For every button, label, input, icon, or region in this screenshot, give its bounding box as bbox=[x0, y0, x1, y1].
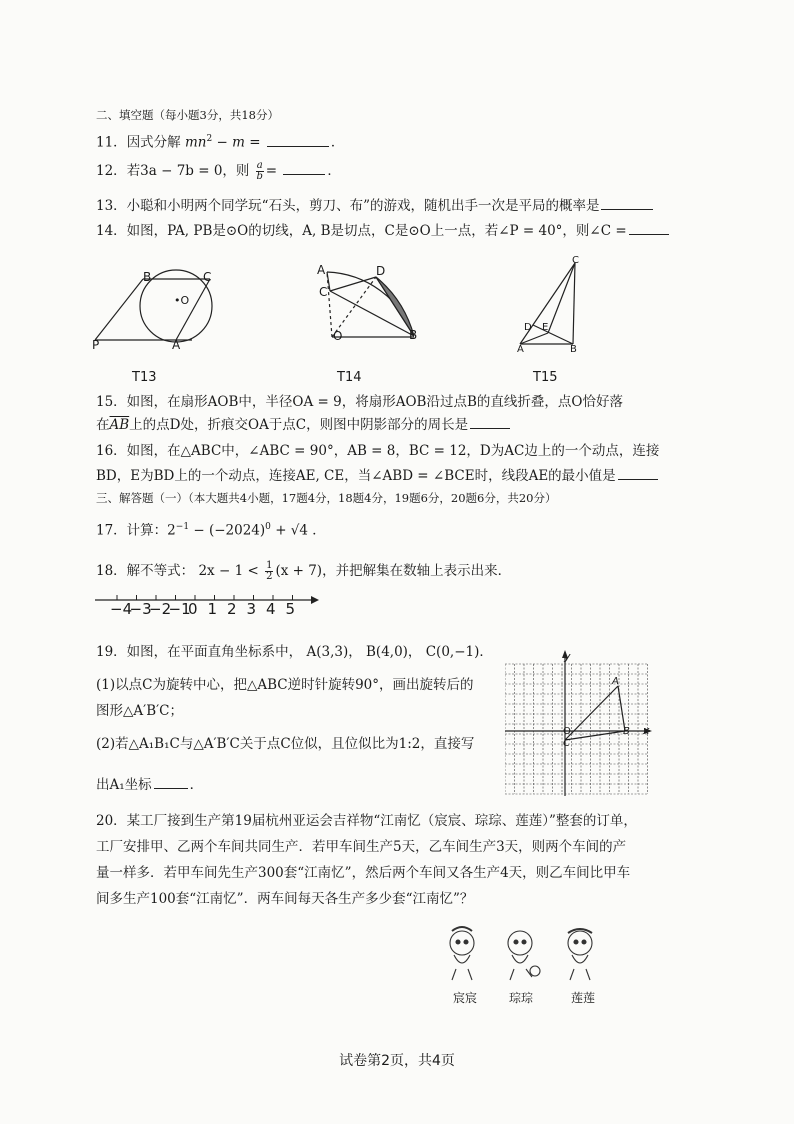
number-line-arrow bbox=[311, 596, 319, 604]
q19-label-b: B bbox=[623, 726, 630, 737]
q15-arc-ab: $\overline{AB}$ bbox=[109, 417, 130, 433]
number-line-label: 1 bbox=[207, 600, 218, 618]
q19-label-a: A bbox=[612, 676, 619, 687]
t14-label-d: D bbox=[376, 264, 386, 278]
section-3-title: 三、解答题（一）（本大题共4小题，17题4分，18题4分，19题6分，20题6分，共20分） bbox=[96, 491, 557, 505]
number-line-label: −2 bbox=[149, 600, 172, 618]
mascot-name-3: 莲莲 bbox=[571, 991, 596, 1005]
q12-text: 若3a − 7b = 0，则 bbox=[126, 163, 250, 179]
q17-text-a: 17．计算：2 bbox=[96, 522, 176, 539]
t13-label-a: A bbox=[172, 338, 181, 352]
number-line-label: 5 bbox=[285, 600, 296, 618]
number-line-label: 4 bbox=[266, 600, 276, 618]
question-18 bbox=[96, 558, 511, 584]
mascot-3-image bbox=[568, 929, 592, 980]
question-19-part-2a: (2)若△A₁B₁C与△A′B′C关于点C位似，且位似比为1:2，直接写 bbox=[96, 736, 475, 752]
figure-t14 bbox=[327, 272, 414, 337]
q15-text-a: 在 bbox=[96, 417, 110, 433]
t14-od-dashed bbox=[332, 277, 376, 337]
t13-caption: T13 bbox=[132, 370, 157, 385]
q19-label-o: O bbox=[563, 726, 571, 737]
t13-label-o: •O bbox=[174, 294, 190, 307]
number-line-label: −1 bbox=[168, 600, 191, 618]
q19-label-y: y bbox=[564, 650, 571, 663]
question-20-line-1: 20．某工厂接到生产第19届杭州亚运会吉祥物“江南忆（宸宸、琮琮、莲莲）”整套的订单， bbox=[96, 813, 637, 829]
t14-label-o: O bbox=[333, 329, 343, 343]
t14-label-b: B bbox=[409, 328, 418, 342]
mascot-1-image bbox=[450, 927, 474, 980]
t15-bc bbox=[573, 263, 575, 344]
q18-frac-num: 1 bbox=[266, 560, 273, 571]
mascot-2-image bbox=[508, 931, 540, 980]
t15-label-d: D bbox=[524, 322, 532, 333]
t14-caption: T14 bbox=[337, 370, 362, 385]
question-19-line-1: 19．如图，在平面直角坐标系中， A(3,3)， B(4,0)， C(0,−1)． bbox=[96, 644, 493, 660]
t13-label-c: C bbox=[203, 270, 212, 284]
t15-ce bbox=[548, 263, 575, 333]
q11-expr: mn bbox=[184, 134, 207, 151]
question-15-line-2 bbox=[96, 416, 512, 434]
q19-coordinate-grid bbox=[505, 650, 655, 796]
q13-text: 13．小聪和小明两个同学玩“石头，剪刀、布”的游戏，随机出手一次是平局的概率是 bbox=[96, 198, 600, 214]
q17-text-b: − (−2024) bbox=[189, 522, 266, 539]
t13-label-p: P bbox=[92, 338, 100, 352]
t15-label-b: B bbox=[570, 344, 577, 355]
t14-label-a: A bbox=[317, 263, 326, 277]
q11-expr-b: − m = bbox=[212, 134, 261, 151]
q12-frac-num: a bbox=[256, 160, 263, 171]
t14-oa-dashed bbox=[327, 272, 332, 337]
q17-sup-b: 0 bbox=[265, 522, 271, 532]
q12-eq: = bbox=[265, 163, 278, 179]
q12-end: ． bbox=[327, 163, 341, 179]
q19-answer-blank[interactable] bbox=[154, 776, 188, 789]
q17-sup-a: −1 bbox=[175, 522, 190, 532]
q19-part2b-text: 出A₁坐标 bbox=[96, 777, 152, 793]
t13-chord-ca bbox=[176, 279, 210, 340]
q18-fraction bbox=[265, 561, 273, 582]
number-line-label: −4 bbox=[110, 600, 133, 618]
q11-end: ． bbox=[330, 134, 345, 151]
t15-label-e: E bbox=[542, 322, 549, 333]
q11-sup: 2 bbox=[206, 134, 213, 144]
page-footer: 试卷第2页，共4页 bbox=[339, 1053, 455, 1069]
q18-text-a: 18．解不等式： 2x − 1 < bbox=[96, 563, 259, 579]
q17-text-c: + √4 ． bbox=[270, 522, 326, 539]
question-16-line-2 bbox=[96, 467, 660, 485]
question-19-part-1b: 图形△A′B′C； bbox=[96, 703, 184, 719]
question-20-line-4: 间多生产100套“江南忆”．两车间每天各生产多少套“江南忆”？ bbox=[96, 891, 474, 907]
q18-text-b: (x + 7)，并把解集在数轴上表示出来． bbox=[275, 563, 512, 579]
number-line-label: 0 bbox=[188, 600, 198, 618]
t15-caption: T15 bbox=[533, 370, 558, 385]
t13-label-b: B bbox=[143, 270, 152, 284]
q19-triangle-abc bbox=[565, 686, 625, 740]
q18-frac-den: 2 bbox=[266, 571, 273, 582]
figure-t13 bbox=[95, 270, 212, 342]
number-line-label: −3 bbox=[129, 600, 152, 618]
question-16-line-1: 16．如图，在△ABC中，∠ABC = 90°，AB = 8，BC = 12，D为AC边上的一个动点，连接 bbox=[96, 443, 660, 459]
mascot-illustrations bbox=[440, 925, 610, 985]
mascot-name-2: 琮琮 bbox=[509, 991, 534, 1005]
q12-number: 12． bbox=[96, 163, 127, 179]
q15-answer-blank[interactable] bbox=[470, 416, 510, 429]
q19-label-c: C bbox=[563, 738, 570, 749]
t13-tangent-pb bbox=[95, 279, 143, 340]
q19-label-x: x bbox=[643, 724, 650, 737]
q16-answer-blank[interactable] bbox=[618, 467, 658, 480]
question-19-part-1a: (1)以点C为旋转中心，把△ABC逆时针旋转90°，画出旋转后的 bbox=[96, 677, 474, 693]
mascot-name-1: 宸宸 bbox=[453, 991, 478, 1005]
t15-bd bbox=[533, 325, 573, 344]
number-line-label: 2 bbox=[227, 600, 237, 618]
section-2-title: 二、填空题（每小题3分，共18分） bbox=[96, 108, 279, 122]
q11-text: 因式分解 bbox=[126, 134, 181, 151]
q12-frac-den: b bbox=[256, 171, 263, 182]
question-15-line-1: 15．如图，在扇形AOB中，半径OA = 9，将扇形AOB沿过点B的直线折叠，点O恰好落 bbox=[96, 394, 623, 410]
q14-text: 14．如图，PA, PB是⊙O的切线，A, B是切点，C是⊙O上一点，若∠P = 40°，则∠C = bbox=[96, 223, 627, 239]
t14-label-c: C bbox=[319, 285, 328, 299]
t15-label-c: C bbox=[572, 255, 579, 266]
question-20-line-3: 量一样多．若甲车间先生产300套“江南忆”，然后两个车间又各生产4天，则乙车间比甲车 bbox=[96, 865, 631, 881]
number-line-label: 3 bbox=[246, 600, 257, 618]
q15-text-b: 上的点D处，折痕交OA于点C，则图中阴影部分的周长是 bbox=[129, 417, 469, 433]
q11-number: 11． bbox=[96, 134, 127, 151]
figures-t13-t15 bbox=[0, 0, 794, 400]
question-20-line-2: 工厂安排甲、乙两个车间共同生产．若甲车间生产5天，乙车间生产3天，则两个车间的产 bbox=[96, 839, 627, 855]
t15-label-a: A bbox=[517, 344, 524, 355]
q16-text: BD，E为BD上的一个动点，连接AE, CE，当∠ABD = ∠BCE时，线段AE的最小值是 bbox=[96, 468, 616, 484]
question-17 bbox=[96, 518, 326, 540]
question-19-part-2b: 出A₁坐标 ． bbox=[96, 777, 204, 793]
